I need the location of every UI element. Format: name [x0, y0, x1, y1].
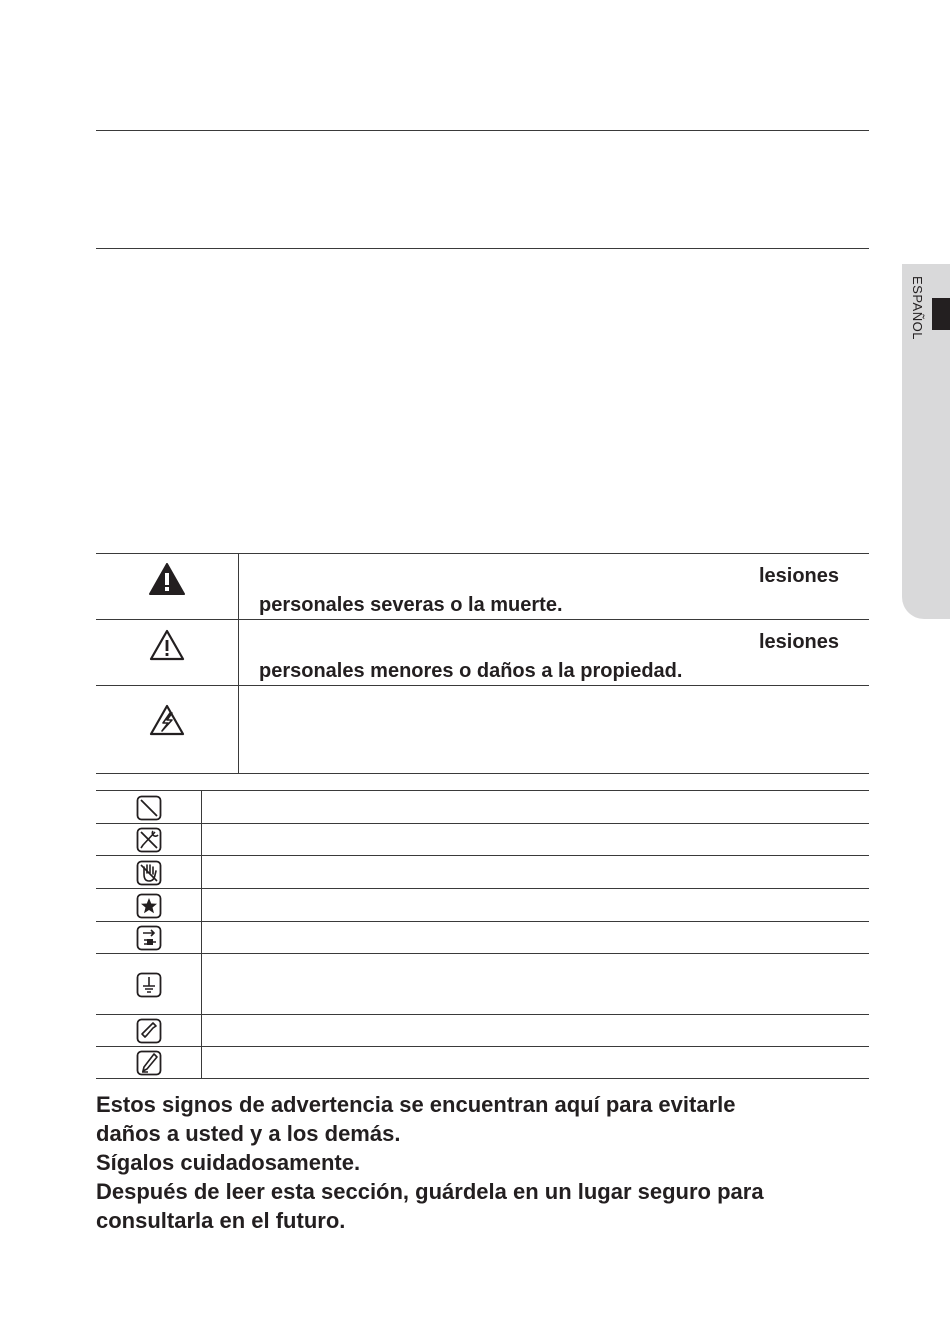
symbol-row: [96, 1014, 869, 1047]
unplug-icon: [136, 925, 162, 951]
symbol-row: [96, 790, 869, 824]
hazard-row-warning: [96, 553, 869, 620]
notice-line: consultarla en el futuro.: [96, 1208, 346, 1233]
header-rule: [96, 248, 869, 249]
symbol-row: [96, 855, 869, 889]
prohibited-icon: [136, 795, 162, 821]
language-side-tab: [902, 264, 950, 619]
hazard-row-electric: [96, 685, 869, 774]
symbol-table-bottom-rule: [96, 1078, 869, 1079]
hazard-row-caution: [96, 619, 869, 686]
do-not-touch-icon: [136, 860, 162, 886]
notice-line: Estos signos de advertencia se encuentran aquí para evitarle: [96, 1092, 736, 1117]
symbol-row: [96, 888, 869, 922]
hazard-text: personales severas o la muerte.: [259, 594, 563, 616]
follow-instructions-icon: [136, 893, 162, 919]
notice-line: Después de leer esta sección, guárdela en un lugar seguro para: [96, 1179, 764, 1204]
hazard-table-bottom-rule: [96, 773, 869, 774]
safety-notice-paragraph: [96, 1090, 856, 1235]
symbol-row: [96, 1046, 869, 1079]
language-tab-label: ESPAÑOL: [910, 276, 925, 340]
electric-shock-icon: [149, 704, 185, 736]
do-not-disassemble-icon: [136, 827, 162, 853]
call-service-icon: [136, 1018, 162, 1044]
symbol-row: [96, 823, 869, 856]
hazard-lead-text: lesiones: [758, 631, 839, 653]
symbol-row: [96, 921, 869, 954]
language-tab-marker: [932, 298, 950, 330]
top-rule: [96, 130, 869, 131]
notice-line: Sígalos cuidadosamente.: [96, 1150, 361, 1175]
caution-outline-icon: [149, 629, 185, 661]
warning-filled-icon: [149, 563, 185, 595]
symbol-row: [96, 953, 869, 1015]
note-icon: [136, 1050, 162, 1076]
notice-line: daños a usted y a los demás.: [96, 1121, 401, 1146]
hazard-text: personales menores o daños a la propiedad.: [259, 660, 683, 682]
ground-icon: [136, 972, 162, 998]
hazard-lead-text: lesiones: [758, 565, 839, 587]
